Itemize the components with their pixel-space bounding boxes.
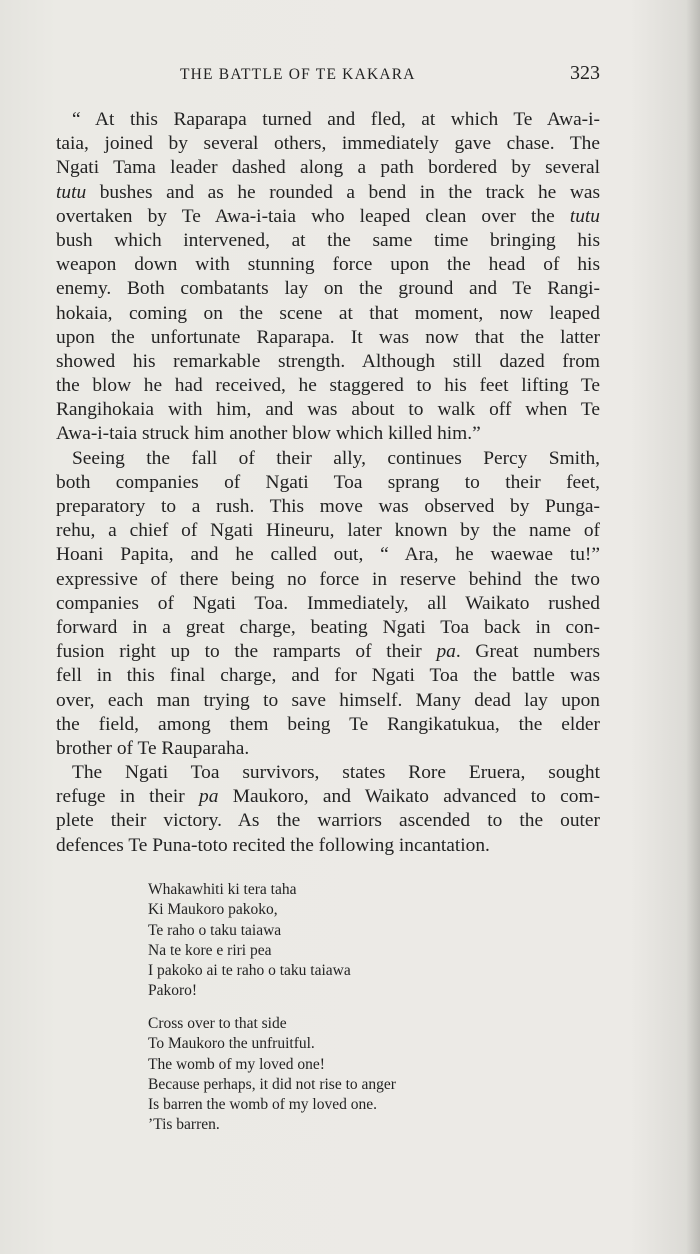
running-head: THE BATTLE OF TE KAKARA: [180, 66, 416, 83]
text-line: upon the unfortunate Raparapa. It was now that the latter: [56, 326, 600, 348]
text-line: fusion right up to the ramparts of their pa. Great numbers: [56, 641, 600, 663]
text-line: The Ngati Toa survivors, states Rore Eruera, sought: [72, 762, 600, 784]
body-text: [56, 108, 600, 858]
text-line: fell in this final charge, and for Ngati Toa the battle was: [56, 665, 600, 687]
text-line: taia, joined by several others, immediately gave chase. The: [56, 133, 600, 155]
text-line: Seeing the fall of their ally, continues Percy Smith,: [72, 447, 600, 469]
page-number: 323: [570, 62, 600, 84]
poem-line: The womb of my loved one!: [148, 1055, 325, 1073]
poem-line: Because perhaps, it did not rise to anger: [148, 1075, 396, 1093]
text-line: companies of Ngati Toa. Immediately, all Waikato rushed: [56, 592, 600, 614]
poem-line: To Maukoro the unfruitful.: [148, 1035, 315, 1053]
text-line: overtaken by Te Awa-i-taia who leaped clean over the tutu: [56, 205, 600, 227]
text-line: defences Te Puna-toto recited the following incantation.: [56, 834, 490, 856]
poem-line: Ki Maukoro pakoko,: [148, 901, 278, 919]
paragraph: [56, 108, 600, 447]
poem-line: Cross over to that side: [148, 1015, 287, 1032]
text-line: both companies of Ngati Toa sprang to their feet,: [56, 471, 600, 493]
poem-line: Whakawhiti ki tera taha: [148, 881, 297, 898]
text-line: plete their victory. As the warriors ascended to the outer: [56, 810, 600, 832]
text-line: enemy. Both combatants lay on the ground and Te Rangi-: [56, 278, 600, 300]
text-line: forward in a great charge, beating Ngati Toa back in con-: [56, 616, 600, 638]
text-line: over, each man trying to save himself. Many dead lay upon: [56, 689, 600, 711]
page-header: [56, 62, 600, 90]
text-line: the blow he had received, he staggered to his feet lifting Te: [56, 375, 600, 397]
text-line: brother of Te Rauparaha.: [56, 737, 250, 759]
text-line: Awa-i-taia struck him another blow which killed him.”: [56, 423, 481, 445]
text-line: tutu bushes and as he rounded a bend in the track he was: [56, 181, 600, 203]
text-line: hokaia, coming on the scene at that moment, now leaped: [56, 302, 600, 324]
poem-line: Is barren the womb of my loved one.: [148, 1096, 377, 1114]
poem-line: Te raho o taku taiawa: [148, 921, 282, 939]
incantation-maori: [148, 880, 568, 1002]
poem-line: I pakoko ai te raho o taku taiawa: [148, 962, 351, 980]
poem-line: Pakoro!: [148, 982, 198, 1000]
text-line: Hoani Papita, and he called out, “ Ara, he waewae tu!”: [56, 544, 600, 566]
text-line: bush which intervened, at the same time bringing his: [56, 229, 600, 251]
text-line: refuge in their pa Maukoro, and Waikato advanced to com-: [56, 786, 600, 808]
text-line: Rangihokaia with him, and was about to walk off when Te: [56, 399, 600, 421]
text-line: weapon down with stunning force upon the head of his: [56, 254, 600, 276]
poem-line: ’Tis barren.: [148, 1116, 220, 1134]
text-line: Ngati Tama leader dashed along a path bordered by several: [56, 157, 600, 179]
text-line: expressive of there being no force in reserve behind the two: [56, 568, 600, 590]
text-line: rehu, a chief of Ngati Hineuru, later known by the name of: [56, 520, 600, 542]
paragraph: [56, 447, 600, 761]
incantation-english: [148, 1014, 568, 1136]
text-line: the field, among them being Te Rangikatukua, the elder: [56, 713, 600, 735]
text-line: preparatory to a rush. This move was observed by Punga-: [56, 496, 600, 517]
text-line: showed his remarkable strength. Although still dazed from: [56, 350, 600, 372]
page-edge-shadow: [686, 0, 700, 1254]
paragraph: [56, 761, 600, 858]
poem-line: Na te kore e riri pea: [148, 941, 272, 959]
text-line: “ At this Raparapa turned and fled, at which Te Awa-i-: [72, 109, 600, 130]
